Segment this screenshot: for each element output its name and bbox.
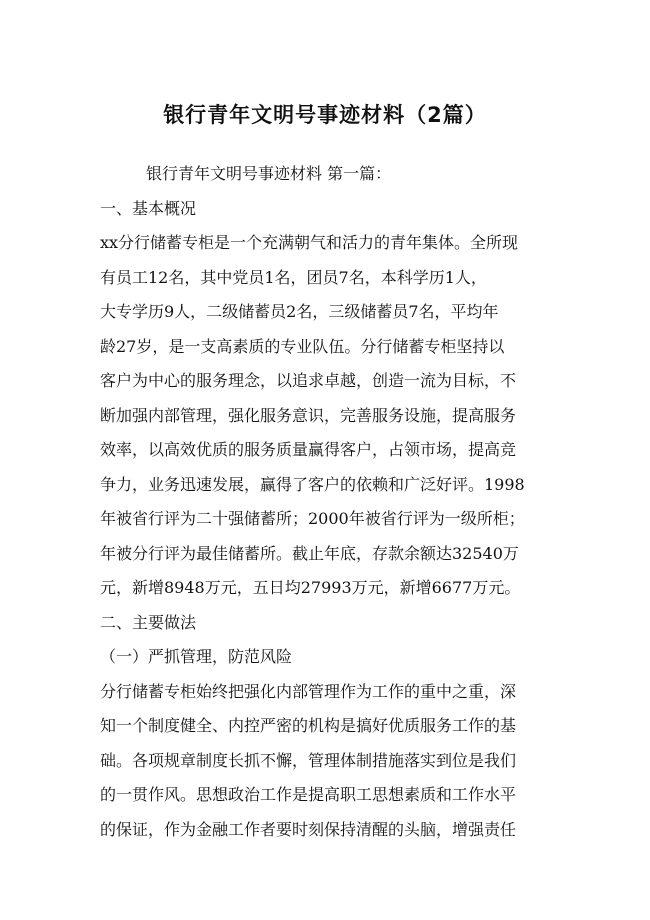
body-line: 断加强内部管理，强化服务意识，完善服务设施，提高服务 (100, 405, 517, 425)
body-line: 争力，业务迅速发展，赢得了客户的依赖和广泛好评。1998 (100, 474, 525, 494)
body-line: 元，新增8948万元，五日均27993万元，新增6677万元。 (100, 578, 521, 597)
body-line: 有员工12名，其中党员1名，团员7名，本科学历1人， (100, 267, 487, 287)
body-line: 年被分行评为最佳储蓄所。截止年底，存款余额达32540万 (100, 543, 519, 563)
body-line: 年被省行评为二十强储蓄所；2000年被省行评为一级所柜； (100, 509, 525, 528)
body-line: 础。各项规章制度长抓不懈，管理体制措施落实到位是我们 (100, 750, 517, 770)
body-line: 的保证，作为金融工作者要时刻保持清醒的头脑，增强责任 (100, 819, 517, 839)
section-heading: 二、主要做法 (100, 612, 197, 632)
document-subtitle: 银行青年文明号事迹材料 第一篇： (146, 164, 392, 183)
body-line: xx分行储蓄专柜是一个充满朝气和活力的青年集体。全所现 (100, 233, 519, 252)
document-body (100, 157, 580, 847)
body-line: 的一贯作风。思想政治工作是提高职工思想素质和工作水平 (100, 785, 517, 804)
body-line: 分行储蓄专柜始终把强化内部管理作为工作的重中之重，深 (100, 681, 517, 701)
document-title: 银行青年文明号事迹材料（2篇） (163, 103, 487, 127)
body-line: 一、基本概况 (100, 198, 197, 218)
body-line: 龄27岁，是一支高素质的专业队伍。分行储蓄专柜坚持以 (100, 336, 505, 356)
body-line: 大专学历9人，二级储蓄员2名，三级储蓄员7名，平均年 (100, 302, 499, 321)
subsection-heading: （一）严抓管理，防范风险 (100, 647, 293, 666)
body-line: 知一个制度健全、内控严密的机构是搞好优质服务工作的基 (100, 716, 517, 735)
body-line: 效率，以高效优质的服务质量赢得客户，占领市场，提高竞 (100, 440, 517, 459)
body-line: 客户为中心的服务理念，以追求卓越，创造一流为目标，不 (100, 371, 517, 390)
